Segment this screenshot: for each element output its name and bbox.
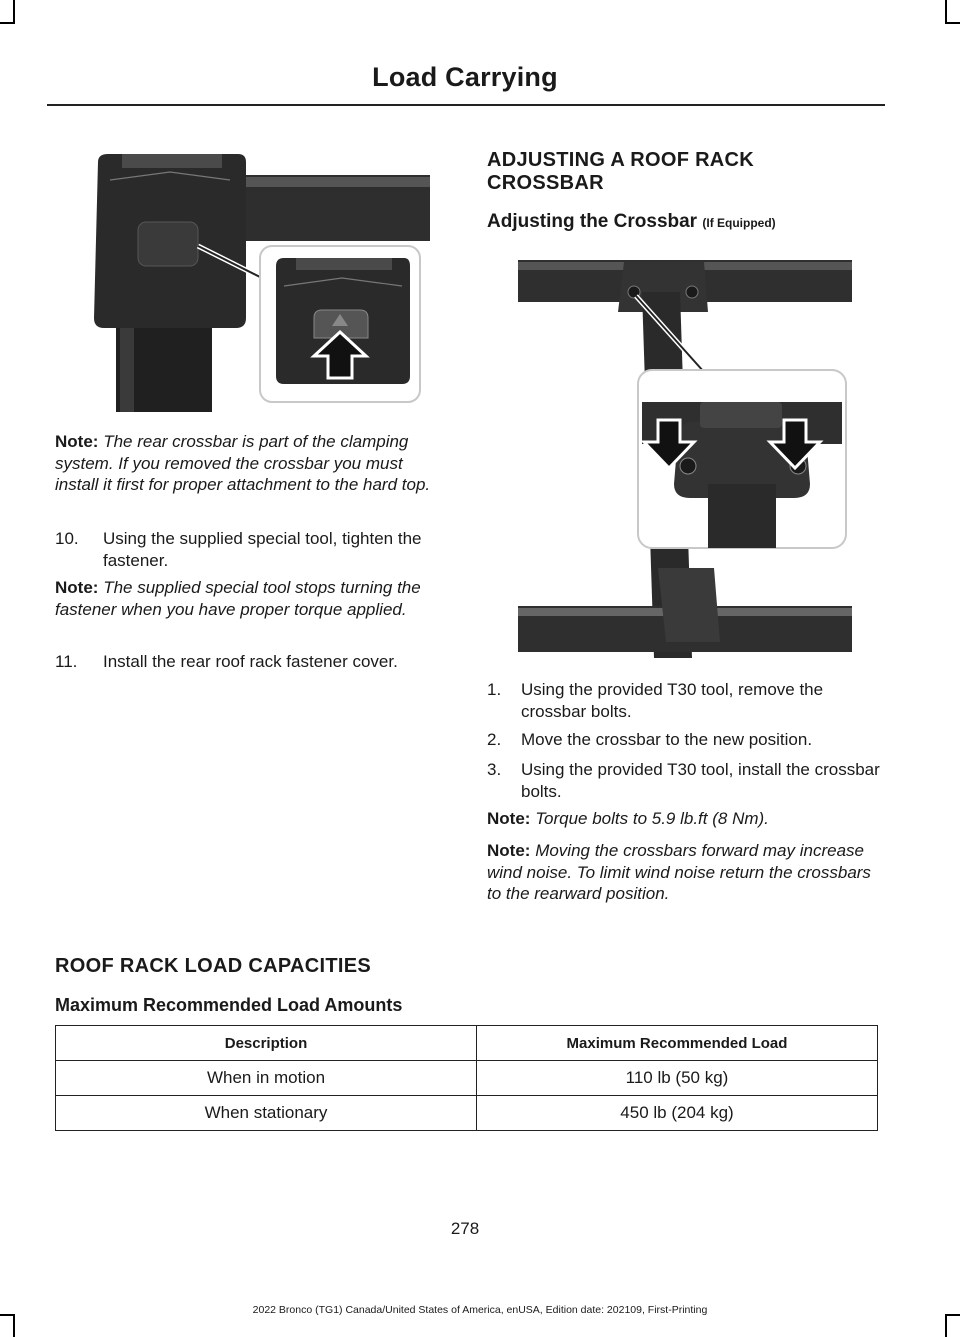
note-text: Torque bolts to 5.9 lb.ft (8 Nm). [535,809,769,828]
fastener-cover-illustration [90,150,430,412]
crop-mark-bottom-right-v [945,1314,947,1337]
section-title-adjusting-crossbar [487,149,887,195]
crop-mark-top-right-v [945,0,947,24]
note-torque [487,808,887,830]
step-number: 11. [55,652,78,671]
note-special-tool [55,577,445,620]
step-text: Move the crossbar to the new position. [521,730,813,749]
page-number: 278 [450,1219,480,1238]
step-2 [487,729,887,751]
subheading-adjusting-crossbar [487,210,897,235]
note-wind-noise [487,840,872,905]
note-rear-crossbar [55,431,445,496]
note-label: Note: [487,809,531,828]
subheading-text: Adjusting the Crossbar [487,211,698,232]
note-label: Note: [487,841,531,860]
table-cell-description: When in motion [56,1061,477,1096]
note-text: The supplied special tool stops turning the fastener when you have proper torque applied. [55,578,421,619]
note-text: The rear crossbar is part of the clamping system. If you removed the crossbar you must install it first for proper attachment to the hard top. [55,432,431,494]
table-cell-load: 110 lb (50 kg) [477,1061,878,1096]
note-text: Moving the crossbars forward may increase wind noise. To limit wind noise return the crossbars to the rearward position. [487,841,871,903]
step-11 [55,651,445,695]
subheading-suffix: (If Equipped) [702,216,776,230]
section-title-line-1: ADJUSTING A ROOF RACK [487,149,755,171]
section-title-load-capacities: ROOF RACK LOAD CAPACITIES [55,955,372,977]
crop-mark-top-right-h [946,22,960,24]
note-label: Note: [55,432,99,451]
step-text: Using the provided T30 tool, install the crossbar bolts. [521,760,880,801]
step-10 [55,528,445,572]
table-cell-load: 450 lb (204 kg) [477,1096,878,1131]
column-header-max-load: Maximum Recommended Load [477,1026,878,1061]
crop-mark-bottom-left-v [13,1314,15,1337]
step-text: Using the supplied special tool, tighten the fastener. [103,529,422,570]
crossbar-adjustment-illustration [518,252,852,658]
step-number: 2. [487,730,502,749]
step-number: 3. [487,760,502,779]
header-divider [47,104,885,106]
table-cell-description: When stationary [56,1096,477,1131]
page-footer: 2022 Bronco (TG1) Canada/United States of America, enUSA, Edition date: 202109, First-Printing [252,1304,708,1316]
page-header-title: Load Carrying [372,62,558,92]
step-number: 1. [487,680,502,699]
step-text: Install the rear roof rack fastener cover. [103,652,398,671]
step-text: Using the provided T30 tool, remove the crossbar bolts. [521,680,824,721]
table-row [56,1096,878,1131]
table-row [56,1061,878,1096]
step-3 [487,759,887,803]
table-title: Maximum Recommended Load Amounts [55,995,403,1015]
column-header-description: Description [56,1026,477,1061]
step-number: 10. [55,529,79,548]
table-header-row [56,1026,878,1061]
load-capacities-table [55,1025,878,1131]
crop-mark-top-left-h [0,22,14,24]
crop-mark-top-left-v [13,0,15,24]
section-title-line-2: CROSSBAR [487,172,604,194]
note-label: Note: [55,578,99,597]
step-1 [487,679,887,723]
